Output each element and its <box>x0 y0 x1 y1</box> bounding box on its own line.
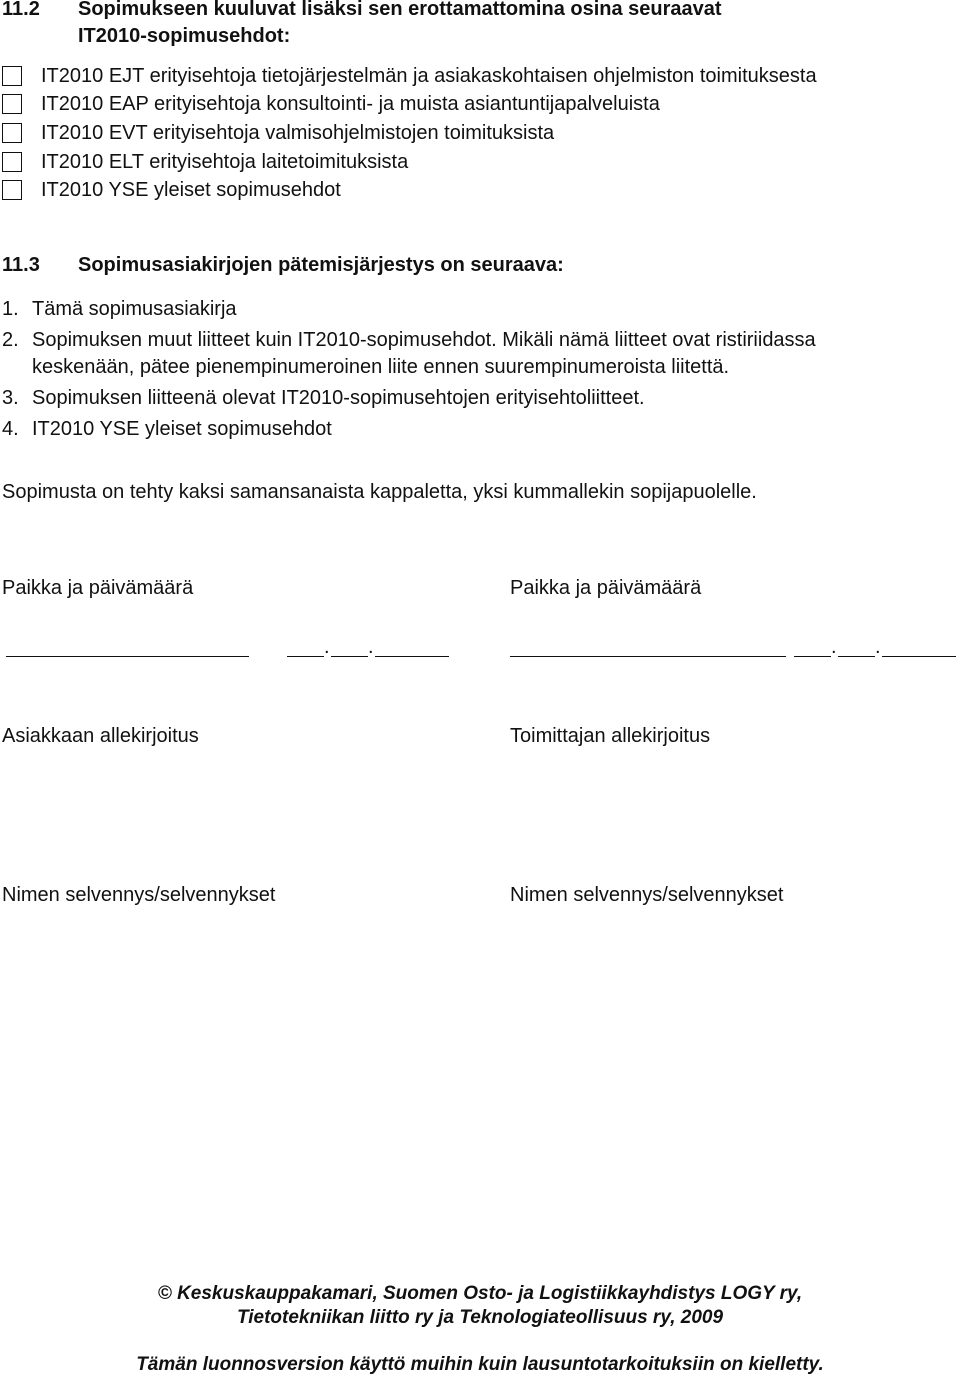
order-item-3-text: Sopimuksen liitteenä olevat IT2010-sopimusehtojen erityisehtoliitteet. <box>32 387 645 409</box>
order-item-3-number: 3. <box>2 387 19 409</box>
checkbox[interactable] <box>2 66 22 86</box>
order-item-1-text: Tämä sopimusasiakirja <box>32 298 237 320</box>
right-signature-label: Toimittajan allekirjoitus <box>510 725 711 747</box>
footer-copyright-line1: © Keskuskauppakamari, Suomen Osto- ja Logistiikkayhdistys LOGY ry, <box>157 1283 803 1304</box>
left-date-separator-2: . <box>368 636 374 658</box>
checkbox-item-elt[interactable] <box>2 150 408 174</box>
right-place-line[interactable] <box>510 656 786 657</box>
right-place-date-label: Paikka ja päivämäärä <box>510 577 702 599</box>
checkbox[interactable] <box>2 123 22 143</box>
order-item-4-text: IT2010 YSE yleiset sopimusehdot <box>32 418 332 440</box>
left-place-date-label: Paikka ja päivämäärä <box>2 577 194 599</box>
checkbox-label: IT2010 EAP erityisehtoja konsultointi- ja muista asiantuntijapalveluista <box>41 92 660 115</box>
checkbox[interactable] <box>2 94 22 114</box>
order-item-1-number: 1. <box>2 298 19 320</box>
checkbox-label: IT2010 EVT erityisehtoja valmisohjelmistojen toimituksista <box>41 121 555 144</box>
section-title-11-2-line2: IT2010-sopimusehdot: <box>78 25 291 47</box>
footer-notice: Tämän luonnosversion käyttö muihin kuin lausuntotarkoituksiin on kielletty. <box>136 1354 824 1375</box>
checkbox[interactable] <box>2 180 22 200</box>
left-month-line[interactable] <box>331 656 368 657</box>
copies-statement: Sopimusta on tehty kaksi samansanaista kappaletta, yksi kummallekin sopijapuolelle. <box>2 481 757 503</box>
checkbox-item-evt[interactable] <box>2 121 554 145</box>
section-title-11-3: Sopimusasiakirjojen pätemisjärjestys on seuraava: <box>78 254 564 276</box>
checkbox-label: IT2010 ELT erityisehtoja laitetoimituksista <box>41 150 409 173</box>
right-month-line[interactable] <box>838 656 875 657</box>
order-item-4-number: 4. <box>2 418 19 440</box>
right-name-clarification-label: Nimen selvennys/selvennykset <box>510 884 784 906</box>
section-title-11-2-line1: Sopimukseen kuuluvat lisäksi sen erottamattomina osina seuraavat <box>78 0 722 20</box>
right-date-separator-2: . <box>875 636 881 658</box>
left-year-line[interactable] <box>375 656 449 657</box>
checkbox-item-eap[interactable] <box>2 92 660 116</box>
left-name-clarification-label: Nimen selvennys/selvennykset <box>2 884 276 906</box>
left-place-line[interactable] <box>6 656 249 657</box>
checkbox-item-ejt[interactable] <box>2 64 817 88</box>
checkbox-item-yse[interactable] <box>2 178 341 202</box>
right-year-line[interactable] <box>882 656 956 657</box>
order-item-2-text-line1: Sopimuksen muut liitteet kuin IT2010-sopimusehdot. Mikäli nämä liitteet ovat ristiriidassa <box>32 329 816 351</box>
left-date-separator-1: . <box>324 636 330 658</box>
right-date-separator-1: . <box>831 636 837 658</box>
checkbox-label: IT2010 YSE yleiset sopimusehdot <box>41 178 341 201</box>
left-signature-label: Asiakkaan allekirjoitus <box>2 725 199 747</box>
footer-copyright-line2: Tietotekniikan liitto ry ja Teknologiateollisuus ry, 2009 <box>236 1307 724 1328</box>
section-number-11-2: 11.2 <box>2 0 40 20</box>
section-number-11-3: 11.3 <box>2 254 40 276</box>
order-item-2-text-line2: keskenään, pätee pienempinumeroinen liite ennen suurempinumeroista liitettä. <box>32 356 730 378</box>
right-day-line[interactable] <box>794 656 831 657</box>
left-day-line[interactable] <box>287 656 324 657</box>
order-item-2-number: 2. <box>2 329 19 351</box>
checkbox[interactable] <box>2 152 22 172</box>
checkbox-label: IT2010 EJT erityisehtoja tietojärjestelmän ja asiakaskohtaisen ohjelmiston toimituksesta <box>41 64 817 87</box>
